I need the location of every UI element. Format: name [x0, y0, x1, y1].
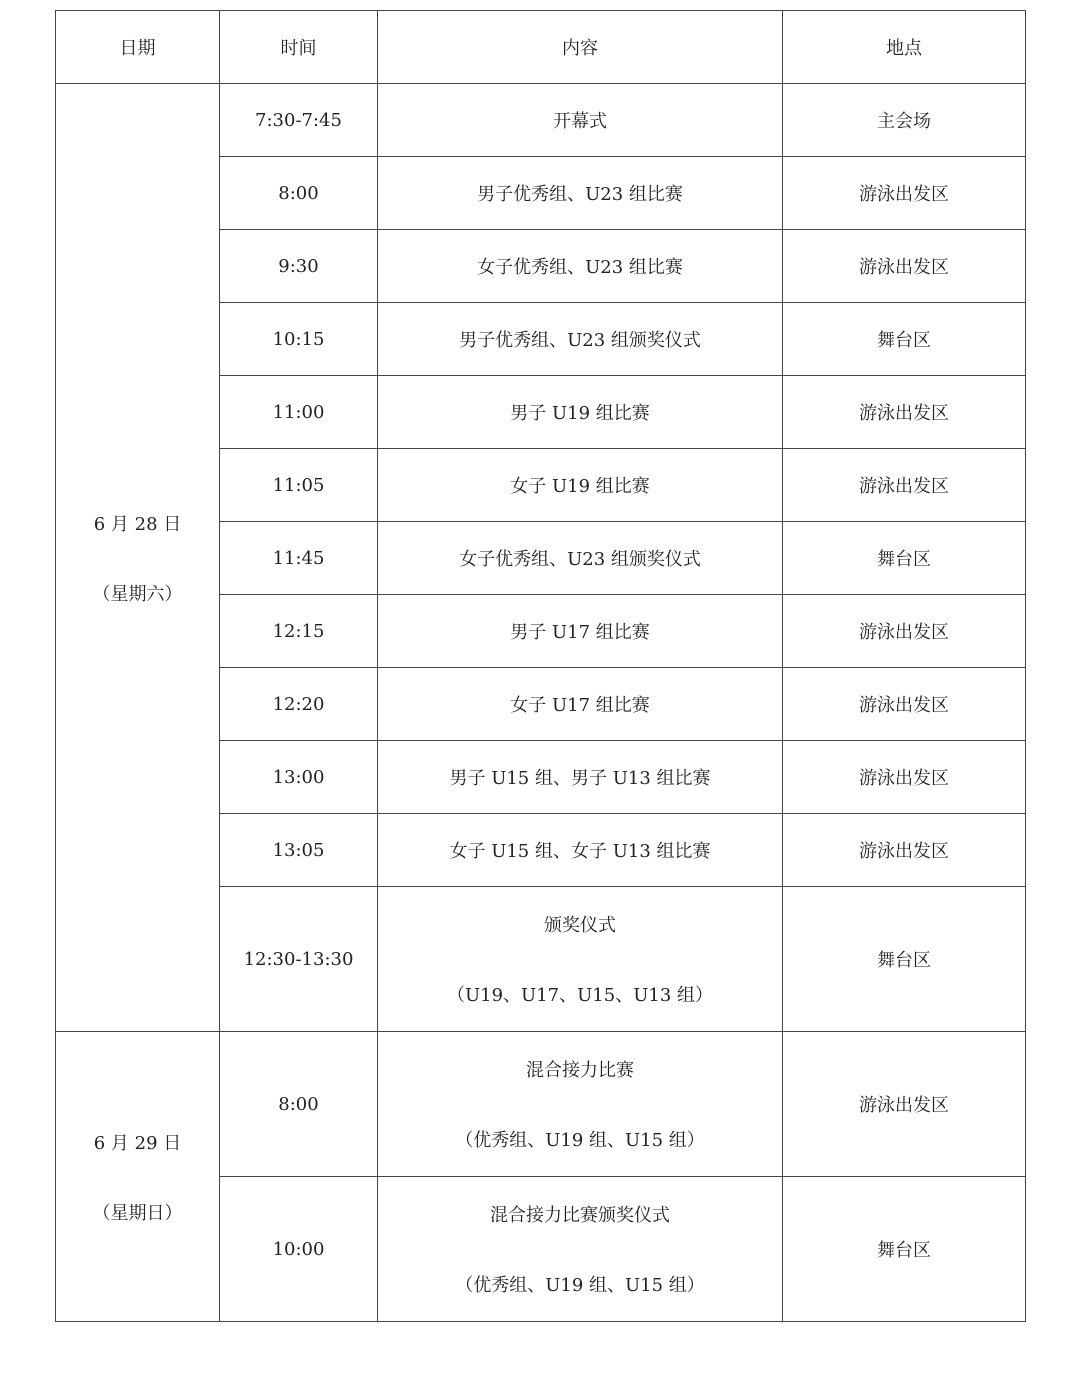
event-content: 男子 U19 组比赛	[378, 376, 783, 449]
day1-date-cell	[56, 84, 220, 1032]
day1-weekday: （星期六）	[92, 583, 183, 605]
event-venue: 游泳出发区	[783, 157, 1026, 230]
event-venue: 游泳出发区	[783, 741, 1026, 814]
event-venue: 舞台区	[783, 887, 1026, 1032]
event-time: 12:15	[220, 595, 378, 668]
event-content: 男子优秀组、U23 组比赛	[378, 157, 783, 230]
event-content: 女子 U15 组、女子 U13 组比赛	[378, 814, 783, 887]
header-time: 时间	[220, 11, 378, 84]
event-time: 11:00	[220, 376, 378, 449]
day2-date-cell	[56, 1032, 220, 1322]
event-content: 混合接力比赛	[526, 1060, 634, 1081]
event-venue: 游泳出发区	[783, 449, 1026, 522]
event-content: 男子优秀组、U23 组颁奖仪式	[378, 303, 783, 376]
event-venue: 游泳出发区	[783, 668, 1026, 741]
event-content-cell	[378, 1177, 783, 1322]
event-content-sub: （优秀组、U19 组、U15 组）	[455, 1130, 705, 1151]
event-content-sub: （优秀组、U19 组、U15 组）	[455, 1275, 705, 1296]
table-row	[56, 1032, 1026, 1177]
event-content: 男子 U17 组比赛	[378, 595, 783, 668]
header-venue: 地点	[783, 11, 1026, 84]
event-time: 12:30-13:30	[220, 887, 378, 1032]
table-row	[56, 84, 1026, 157]
header-content: 内容	[378, 11, 783, 84]
schedule-table	[55, 10, 1026, 1322]
event-content: 女子优秀组、U23 组颁奖仪式	[378, 522, 783, 595]
event-time: 13:00	[220, 741, 378, 814]
event-venue: 游泳出发区	[783, 376, 1026, 449]
event-content-cell	[378, 887, 783, 1032]
day2-weekday: （星期日）	[92, 1202, 183, 1224]
event-time: 11:05	[220, 449, 378, 522]
header-date: 日期	[56, 11, 220, 84]
event-content: 女子 U19 组比赛	[378, 449, 783, 522]
event-time: 10:00	[220, 1177, 378, 1322]
event-content: 混合接力比赛颁奖仪式	[490, 1205, 670, 1226]
day2-date: 6 月 29 日	[93, 1132, 182, 1154]
event-content: 女子 U17 组比赛	[378, 668, 783, 741]
event-venue: 舞台区	[783, 522, 1026, 595]
event-time: 8:00	[220, 1032, 378, 1177]
event-content: 开幕式	[378, 84, 783, 157]
day1-date: 6 月 28 日	[93, 513, 182, 535]
event-time: 8:00	[220, 157, 378, 230]
event-venue: 游泳出发区	[783, 230, 1026, 303]
event-time: 7:30-7:45	[220, 84, 378, 157]
event-time: 11:45	[220, 522, 378, 595]
event-venue: 游泳出发区	[783, 595, 1026, 668]
event-time: 9:30	[220, 230, 378, 303]
event-venue: 舞台区	[783, 1177, 1026, 1322]
event-content-cell	[378, 1032, 783, 1177]
event-content: 女子优秀组、U23 组比赛	[378, 230, 783, 303]
event-venue: 游泳出发区	[783, 814, 1026, 887]
event-time: 12:20	[220, 668, 378, 741]
event-venue: 游泳出发区	[783, 1032, 1026, 1177]
header-row	[56, 11, 1026, 84]
event-content: 颁奖仪式	[544, 915, 616, 936]
event-content: 男子 U15 组、男子 U13 组比赛	[378, 741, 783, 814]
event-time: 10:15	[220, 303, 378, 376]
event-venue: 舞台区	[783, 303, 1026, 376]
event-content-sub: （U19、U17、U15、U13 组）	[446, 985, 714, 1006]
event-venue: 主会场	[783, 84, 1026, 157]
event-time: 13:05	[220, 814, 378, 887]
